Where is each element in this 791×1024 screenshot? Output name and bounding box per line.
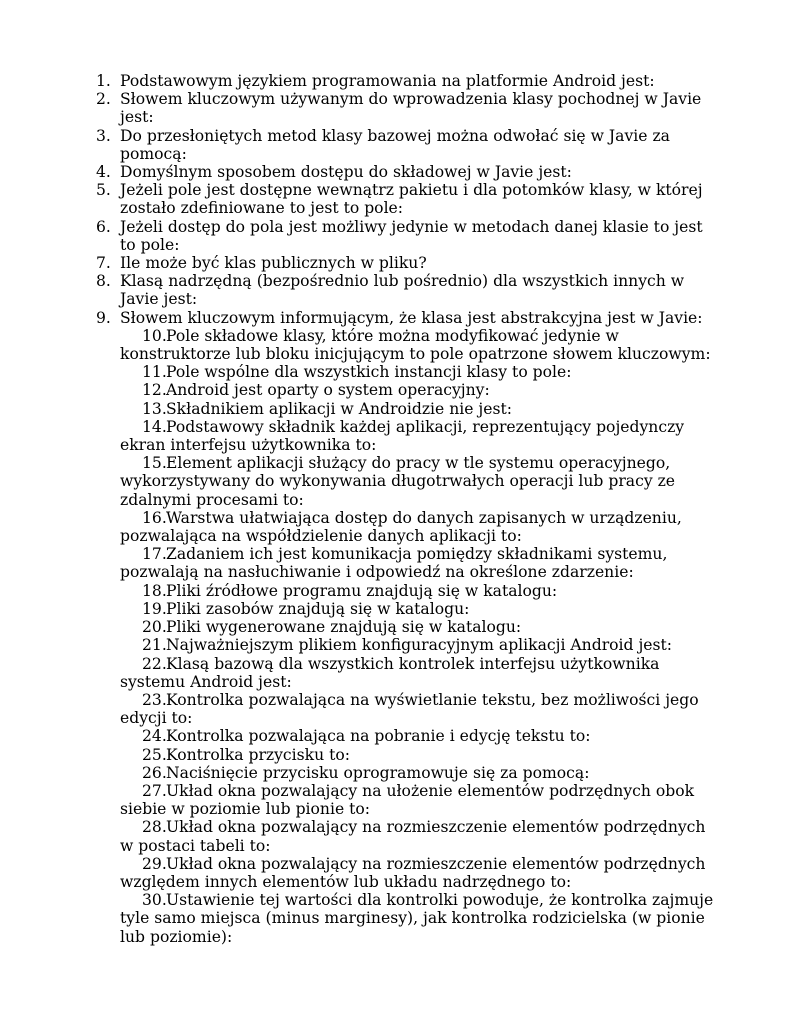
question-text: Układ okna pozwalający na rozmieszczenie elementów podrzędnych względem innych elementów lub układu nadrzędnego to: xyxy=(120,854,706,891)
question-text: Domyślnym sposobem dostępu do składowej w Javie jest: xyxy=(120,163,572,182)
question-item xyxy=(96,127,716,163)
question-text: Podstawowy składnik każdej aplikacji, reprezentujący pojedynczy ekran interfejsu użytkownika to: xyxy=(120,417,685,455)
question-number: 14. xyxy=(142,417,167,436)
question-number: 5. xyxy=(96,181,111,200)
question-text: Słowem kluczowym informującym, że klasa jest abstrakcyjna jest w Javie: xyxy=(120,308,703,327)
question-number: 2. xyxy=(96,90,111,109)
question-number: 7. xyxy=(96,254,111,273)
question-number: 13. xyxy=(142,399,167,418)
question-item xyxy=(96,272,716,308)
question-item xyxy=(96,400,716,418)
question-text: Układ okna pozwalający na ułożenie elementów podrzędnych obok siebie w poziomie lub pionie to: xyxy=(120,781,695,819)
question-text: Ile może być klas publicznych w pliku? xyxy=(120,254,427,273)
question-item xyxy=(96,891,716,946)
question-text: Warstwa ułatwiająca dostęp do danych zapisanych w urządzeniu, pozwalająca na współdzielenie danych aplikacji to: xyxy=(120,508,682,546)
question-item xyxy=(96,600,716,618)
question-item xyxy=(96,72,716,90)
question-item xyxy=(96,636,716,654)
question-number: 27. xyxy=(142,781,167,800)
question-number: 18. xyxy=(142,581,167,600)
question-number: 15. xyxy=(142,454,167,473)
question-number: 29. xyxy=(142,854,167,873)
question-text: Kontrolka pozwalająca na pobranie i edycję tekstu to: xyxy=(166,727,591,746)
question-number: 4. xyxy=(96,163,111,182)
question-number: 16. xyxy=(142,508,167,527)
question-text: Pole wspólne dla wszystkich instancji klasy to pole: xyxy=(166,363,572,382)
question-item xyxy=(96,90,716,126)
question-list xyxy=(96,72,716,946)
question-text: Klasą nadrzędną (bezpośrednio lub pośrednio) dla wszystkich innych w Javie jest: xyxy=(120,272,685,309)
question-number: 1. xyxy=(96,72,111,90)
question-item xyxy=(96,545,716,581)
question-text: Klasą bazową dla wszystkich kontrolek interfejsu użytkownika systemu Android jest: xyxy=(120,654,660,691)
question-item xyxy=(96,454,716,509)
question-text: Pliki źródłowe programu znajdują się w katalogu: xyxy=(166,581,558,600)
question-text: Pliki wygenerowane znajdują się w katalogu: xyxy=(166,618,522,637)
question-number: 12. xyxy=(142,381,167,400)
question-number: 25. xyxy=(142,745,167,764)
question-text: Podstawowym językiem programowania na platformie Android jest: xyxy=(120,72,655,90)
question-number: 11. xyxy=(142,363,167,382)
question-item xyxy=(96,691,716,727)
question-text: Android jest oparty o system operacyjny: xyxy=(166,381,490,400)
question-item xyxy=(96,163,716,181)
question-text: Element aplikacji służący do pracy w tle systemu operacyjnego, wykorzystywany do wykonywania długotrwałych operacji lub pracy ze zdalnymi procesami to: xyxy=(120,454,676,509)
question-item xyxy=(96,727,716,745)
question-item xyxy=(96,746,716,764)
question-text: Pliki zasobów znajdują się w katalogu: xyxy=(166,599,470,618)
question-item xyxy=(96,218,716,254)
question-number: 9. xyxy=(96,308,111,327)
question-number: 22. xyxy=(142,654,167,673)
question-number: 10. xyxy=(142,326,167,345)
question-text: Jeżeli pole jest dostępne wewnątrz pakietu i dla potomków klasy, w której zostało zdefiniowane to jest to pole: xyxy=(120,181,703,218)
question-text: Kontrolka pozwalająca na wyświetlanie tekstu, bez możliwości jego edycji to: xyxy=(120,690,699,728)
question-text: Jeżeli dostęp do pola jest możliwy jedynie w metodach danej klasie to jest to pole: xyxy=(120,217,703,254)
question-item xyxy=(96,181,716,217)
question-item xyxy=(96,618,716,636)
question-item xyxy=(96,327,716,363)
question-number: 21. xyxy=(142,636,167,655)
question-number: 28. xyxy=(142,818,167,837)
question-text: Najważniejszym plikiem konfiguracyjnym aplikacji Android jest: xyxy=(166,636,673,655)
question-number: 30. xyxy=(142,891,167,910)
question-text: Układ okna pozwalający na rozmieszczenie elementów podrzędnych w postaci tabeli to: xyxy=(120,818,706,855)
question-number: 19. xyxy=(142,599,167,618)
question-item xyxy=(96,254,716,272)
question-text: Pole składowe klasy, które można modyfikować jedynie w konstruktorze lub bloku inicjującym to pole opatrzone słowem kluczowym: xyxy=(120,326,711,364)
question-item xyxy=(96,764,716,782)
question-item xyxy=(96,381,716,399)
question-text: Ustawienie tej wartości dla kontrolki powoduje, że kontrolka zajmuje tyle samo miejsca (minus marginesy), jak kontrolka rodzicielska (w pionie lub poziomie): xyxy=(120,891,714,946)
question-text: Słowem kluczowym używanym do wprowadzenia klasy pochodnej w Javie jest: xyxy=(120,90,702,127)
question-text: Naciśnięcie przycisku oprogramowuje się za pomocą: xyxy=(166,763,590,782)
question-item xyxy=(96,655,716,691)
question-number: 8. xyxy=(96,272,111,291)
question-item xyxy=(96,855,716,891)
question-item xyxy=(96,818,716,854)
question-item xyxy=(96,582,716,600)
question-number: 3. xyxy=(96,126,111,145)
question-number: 24. xyxy=(142,727,167,746)
question-number: 17. xyxy=(142,545,167,564)
question-item xyxy=(96,782,716,818)
question-text: Zadaniem ich jest komunikacja pomiędzy składnikami systemu, pozwalają na nasłuchiwanie i odpowiedź na określone zdarzenie: xyxy=(120,545,668,582)
question-item xyxy=(96,418,716,454)
question-item xyxy=(96,509,716,545)
question-text: Składnikiem aplikacji w Androidzie nie jest: xyxy=(166,399,513,418)
question-number: 20. xyxy=(142,618,167,637)
question-item xyxy=(96,309,716,327)
question-number: 6. xyxy=(96,217,111,236)
question-text: Do przesłoniętych metod klasy bazowej można odwołać się w Javie za pomocą: xyxy=(120,126,670,163)
question-item xyxy=(96,363,716,381)
question-text: Kontrolka przycisku to: xyxy=(166,745,351,764)
question-number: 23. xyxy=(142,690,167,709)
question-number: 26. xyxy=(142,763,167,782)
